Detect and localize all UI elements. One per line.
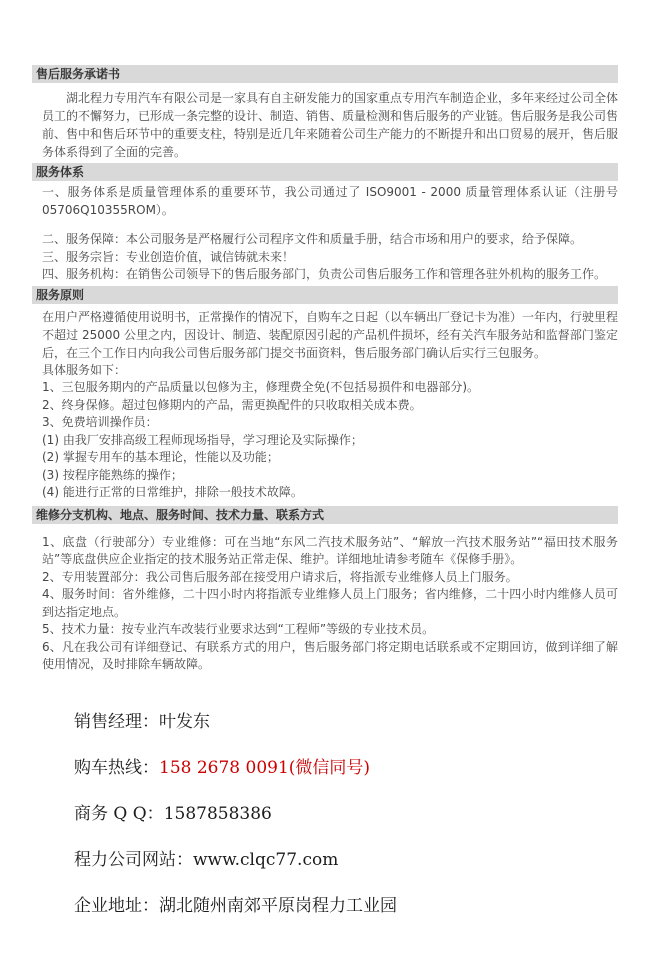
section-header-service-system: 服务体系 bbox=[32, 163, 618, 181]
sales-manager-line bbox=[74, 712, 618, 732]
address-line bbox=[74, 896, 618, 916]
repair-item-4: 4、服务时间：省外维修，二十四小时内将指派专业维修人员上门服务；省内维修，二十四小时内维修人员可到达指定地点。 bbox=[42, 587, 618, 619]
service-system-item-4: 四、服务机构：在销售公司领导下的售后服务部门，负责公司售后服务工作和管理各驻外机构的服务工作。 bbox=[42, 267, 607, 281]
contact-block bbox=[74, 712, 618, 916]
spacer bbox=[32, 524, 618, 534]
repair-item-6: 6、凡在我公司有详细登记、有联系方式的用户，售后服务部门将定期电话联系或不定期回访，做到详细了解使用情况，及时排除车辆故障。 bbox=[42, 639, 618, 671]
repair-item-2: 2、专用装置部分：我公司售后服务部在接受用户请求后，将指派专业维修人员上门服务。 bbox=[42, 569, 518, 584]
hotline-line bbox=[74, 758, 618, 778]
repair-item-1: 1、底盘（行驶部分）专业维修：可在当地“东风二汽技术服务站”、“解放一汽技术服务站”“福田技术服务站”等底盘供应企业指定的技术服务站正常走保、维护。详细地址请参考随车《保修手册》。 bbox=[42, 534, 618, 566]
section-header-repair-branches: 维修分支机构、地点、服务时间、技术力量、联系方式 bbox=[32, 506, 618, 524]
qq-line bbox=[74, 804, 618, 824]
service-principles-paragraph: 在用户严格遵循使用说明书，正常操作的情况下，自购车之日起（以车辆出厂登记卡为准）一年内，行驶里程不超过 25000 公里之内，因设计、制造、装配原因引起的产品机件损坏，经有关汽车服务站和监督部门鉴定后，在三个工作日内向我公司售后服务部门提交书面资料，售后服务部门确认后实行三包服务。 bbox=[42, 309, 619, 360]
section-header-service-principles: 服务原则 bbox=[32, 286, 618, 304]
address-label: 企业地址： bbox=[74, 895, 159, 916]
intro-paragraph: 湖北程力专用汽车有限公司是一家具有自主研发能力的国家重点专用汽车制造企业，多年来经过公司全体员工的不懈努力，已形成一条完整的设计、制造、销售、质量检测和售后服务的产业链。售后服务是我公司售前、售中和售后环节中的重要支柱，特别是近几年来随着公司生产能力的不断提升和出口贸易的展开，售后服务体系得到了全面的完善。 bbox=[42, 91, 619, 159]
website-line bbox=[74, 850, 618, 870]
service-system-item-2: 二、服务保障：本公司服务是严格履行公司程序文件和质量手册，结合市场和用户的要求，给予保障。 bbox=[42, 232, 583, 246]
hotline-number: 158 2678 0091(微信同号) bbox=[159, 757, 371, 778]
website-label: 程力公司网站： bbox=[74, 849, 193, 870]
training-sub-item-3: (3) 按程序能熟练的操作； bbox=[42, 467, 183, 482]
qq-label: 商务 Q Q： bbox=[74, 803, 164, 824]
training-sub-item-2: (2) 掌握专用车的基本理论，性能以及功能； bbox=[42, 450, 279, 464]
hotline-label: 购车热线： bbox=[74, 757, 159, 778]
website-url: www.clqc77.com bbox=[193, 849, 339, 870]
service-principles-subtitle: 具体服务如下： bbox=[42, 362, 127, 377]
section-header-after-sales-commitment: 售后服务承诺书 bbox=[32, 65, 618, 83]
training-sub-item-4: (4) 能进行正常的日常维护，排除一般技术故障。 bbox=[42, 485, 303, 499]
service-system-item-3: 三、服务宗旨：专业创造价值，诚信铸就未来！ bbox=[42, 249, 295, 264]
sales-manager-name: 叶发东 bbox=[159, 711, 210, 732]
service-principles-item-3: 3、免费培训操作员： bbox=[42, 415, 158, 429]
qq-number: 1587858386 bbox=[163, 803, 272, 824]
service-principles-item-1: 1、三包服务期内的产品质量以包修为主，修理费全免(不包括易损件和电器部分)。 bbox=[42, 380, 480, 394]
sales-manager-label: 销售经理： bbox=[74, 711, 159, 732]
repair-item-5: 5、技术力量：按专业汽车改装行业要求达到“工程师”等级的专业技术员。 bbox=[42, 622, 435, 636]
training-sub-item-1: (1) 由我厂安排高级工程师现场指导，学习理论及实际操作； bbox=[42, 432, 363, 447]
service-principles-item-2: 2、终身保修。超过包修期内的产品，需更换配件的只收取相关成本费。 bbox=[42, 397, 422, 412]
address-value: 湖北随州南郊平原岗程力工业园 bbox=[159, 895, 397, 916]
service-system-item-1: 一、服务体系是质量管理体系的重要环节，我公司通过了 ISO9001 - 2000 质量管理体系认证（注册号 05706Q10355ROM）。 bbox=[42, 185, 618, 217]
